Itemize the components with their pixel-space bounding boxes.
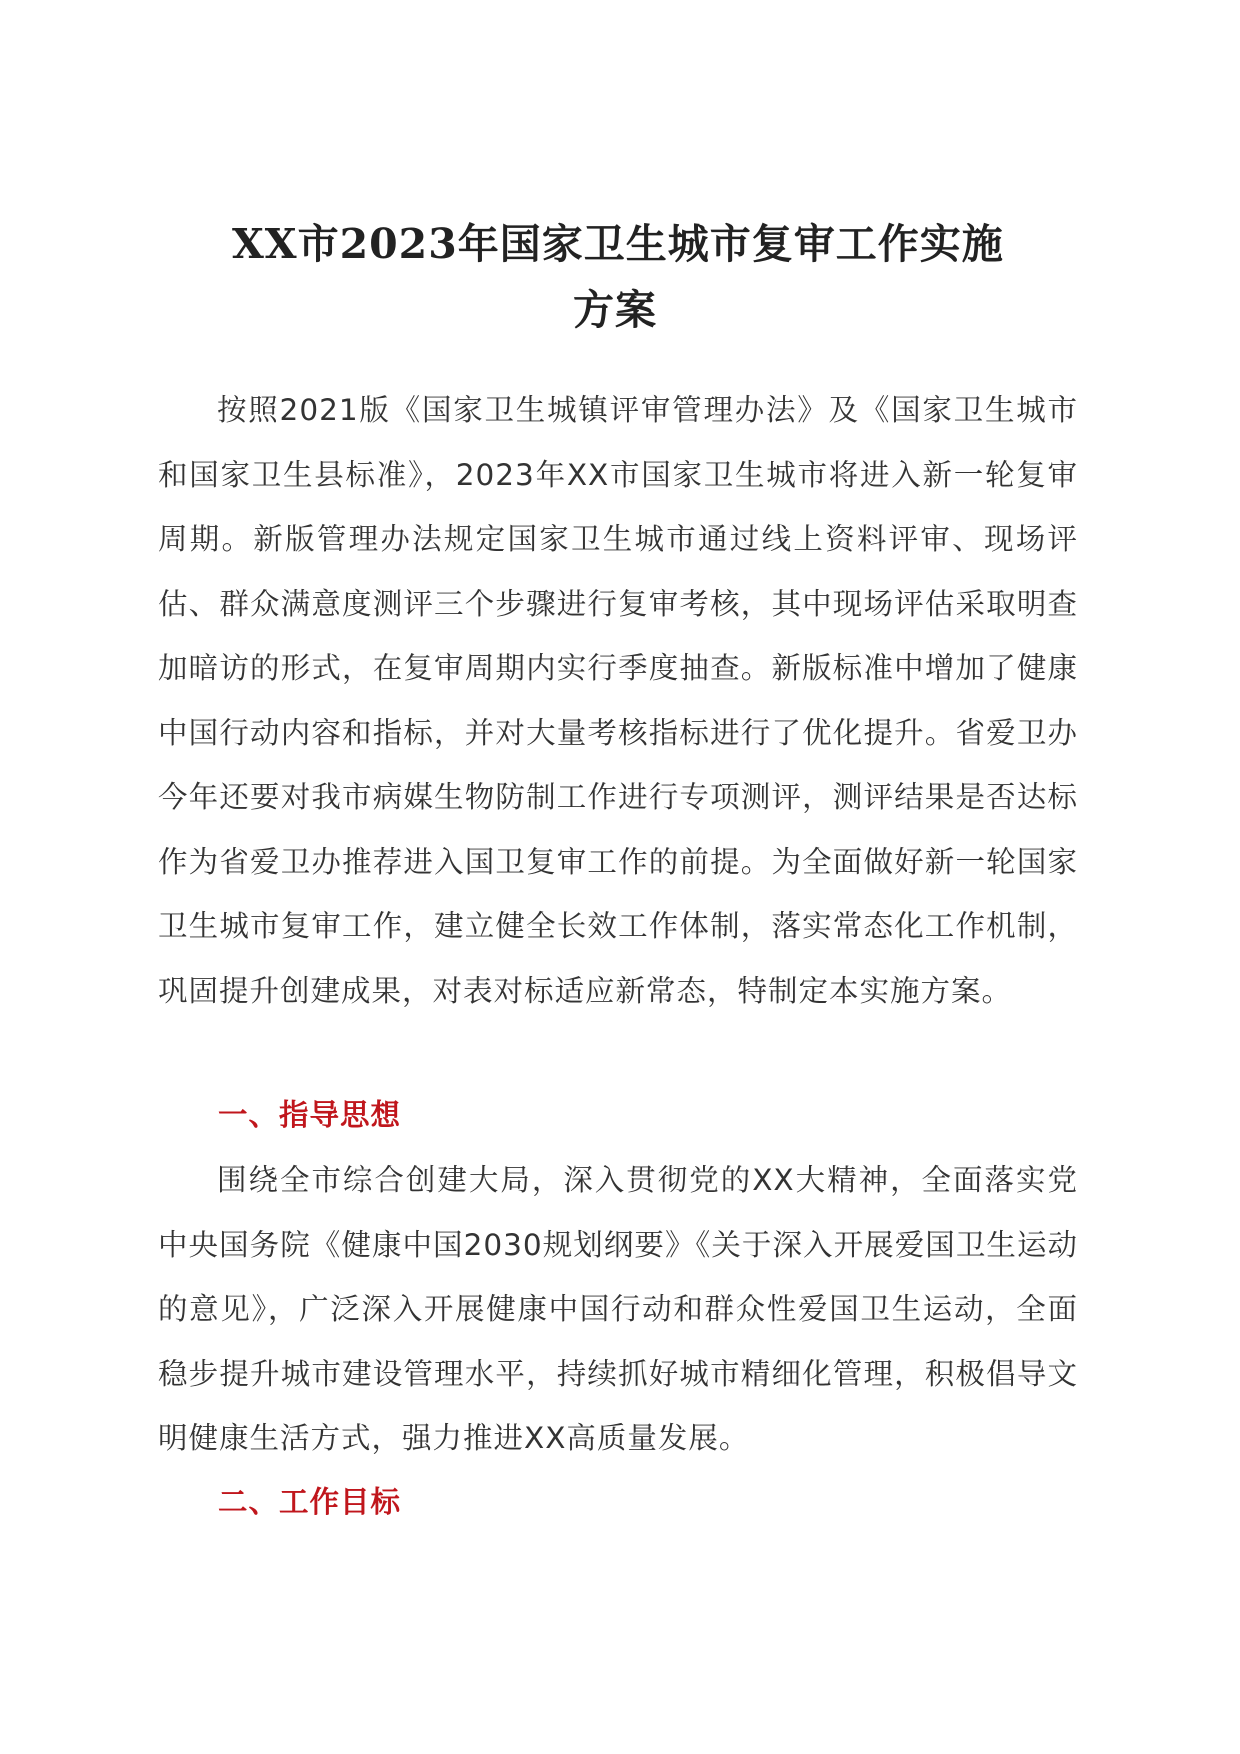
intro-paragraph: 按照2021版《国家卫生城镇评审管理办法》及《国家卫生城市和国家卫生县标准》，2023年XX市国家卫生城市将进入新一轮复审周期。新版管理办法规定国家卫生城市通过线上资料评审、现场评估、群众满意度测评三个步骤进行复审考核，其中现场评估采取明查加暗访的形式，在复审周期内实行季度抽查。新版标准中增加了健康中国行动内容和指标，并对大量考核指标进行了优化提升。省爱卫办今年还要对我市病媒生物防制工作进行专项测评，测评结果是否达标作为省爱卫办推荐进入国卫复审工作的前提。为全面做好新一轮国家卫生城市复审工作，建立健全长效工作体制，落实常态化工作机制，巩固提升创建成果，对表对标适应新常态，特制定本实施方案。	[158, 393, 1078, 1008]
section-heading-guiding-thought: 一、指导思想	[218, 1098, 402, 1132]
document-title-line1: XX市2023年国家卫生城市复审工作实施	[232, 220, 1004, 268]
guiding-thought-paragraph: 围绕全市综合创建大局，深入贯彻党的XX大精神，全面落实党中央国务院《健康中国2030规划纲要》《关于深入开展爱国卫生运动的意见》，广泛深入开展健康中国行动和群众性爱国卫生运动，全面稳步提升城市建设管理水平，持续抓好城市精细化管理，积极倡导文明健康生活方式，强力推进XX高质量发展。	[158, 1163, 1078, 1455]
section-heading-work-goals: 二、工作目标	[218, 1485, 402, 1519]
document-title-line2: 方案	[573, 286, 657, 334]
